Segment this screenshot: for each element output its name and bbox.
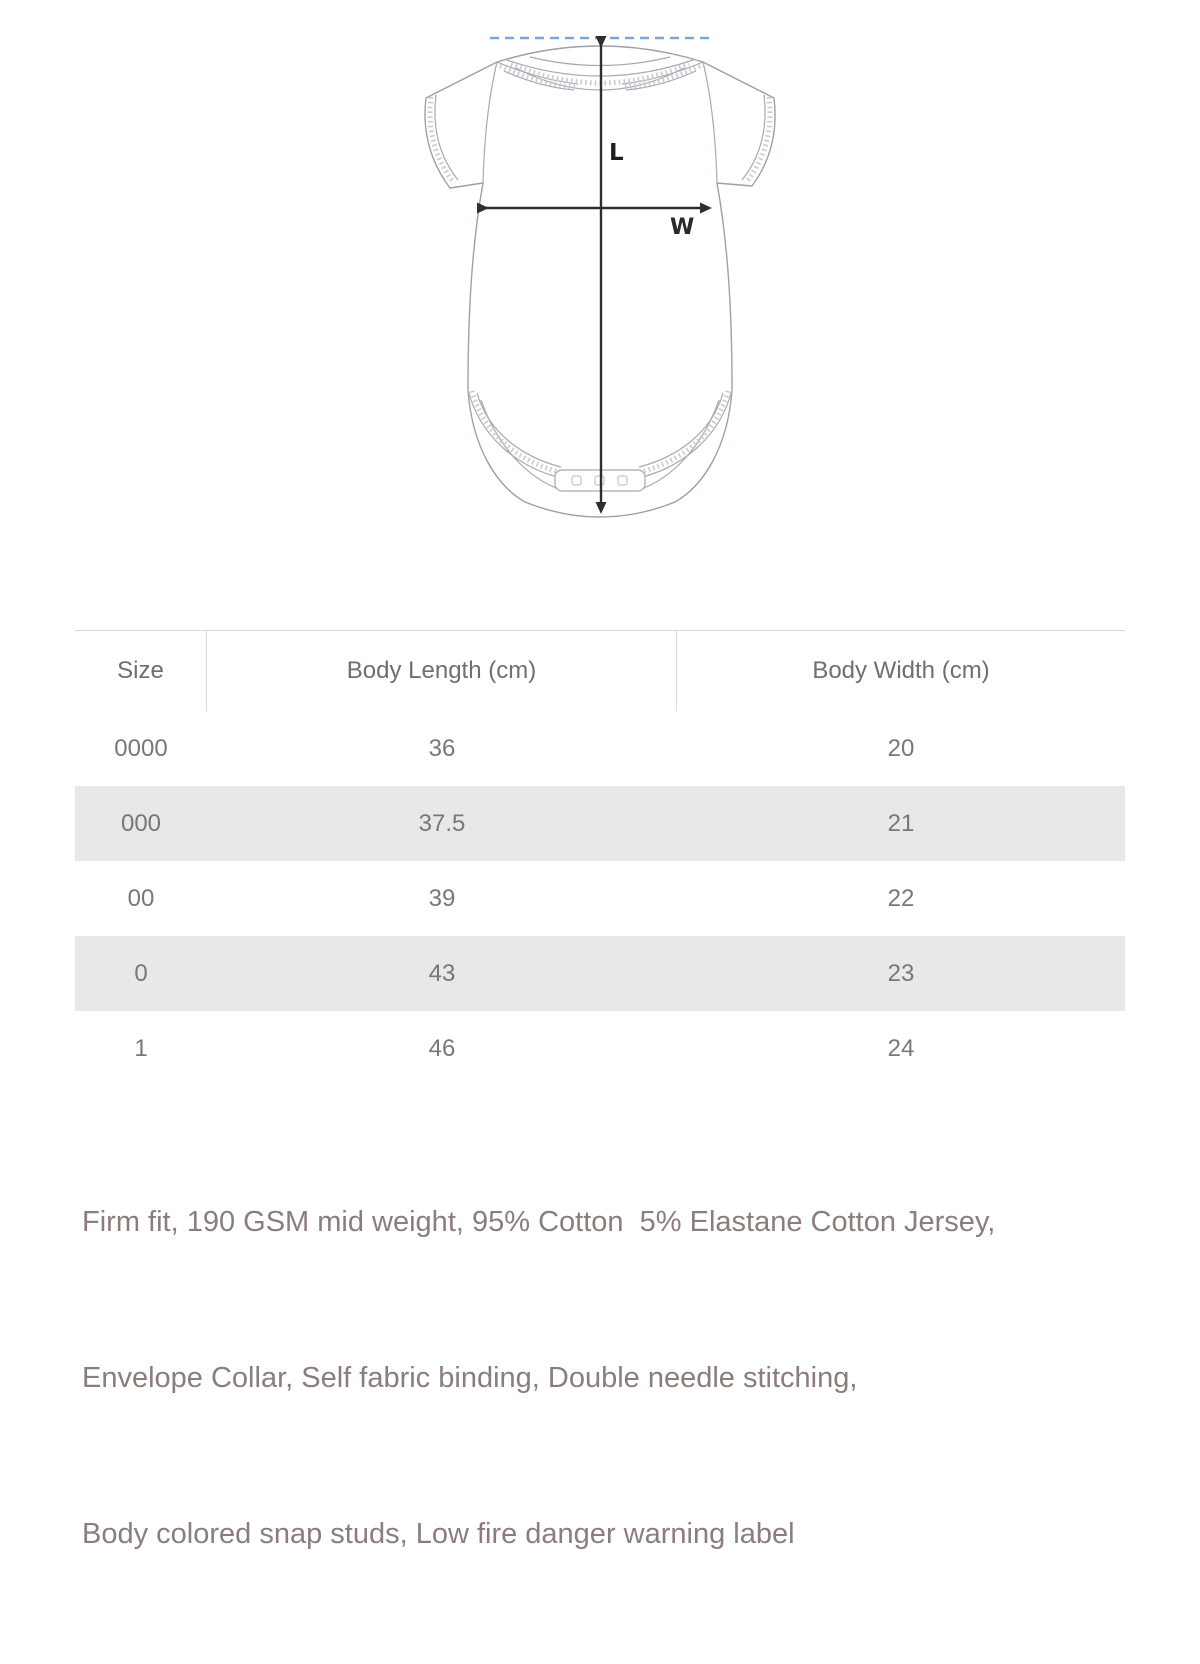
description-line: Firm fit, 190 GSM mid weight, 95% Cotton 5% Elastane Cotton Jersey,: [82, 1206, 996, 1238]
cell-body-width: 24: [887, 1034, 915, 1062]
cell-body-width: 20: [887, 734, 915, 762]
cell-body-length: 39: [428, 884, 456, 912]
cell-size: 1: [134, 1034, 148, 1062]
table-row: [75, 861, 1125, 936]
cell-size: 0: [134, 959, 148, 987]
bodysuit-diagram: [380, 0, 830, 540]
size-table: [75, 630, 1125, 1086]
table-row: [75, 1011, 1125, 1086]
cell-body-width: 23: [887, 959, 915, 987]
cell-body-width: 21: [887, 809, 915, 837]
width-label: W: [670, 215, 695, 240]
table-row: [75, 711, 1125, 786]
product-description: [82, 1092, 1162, 1664]
table-row: [75, 936, 1125, 1011]
table-header-row: [75, 631, 1125, 711]
cell-size: 00: [127, 884, 155, 912]
cell-body-length: 46: [428, 1034, 456, 1062]
description-line: Envelope Collar, Self fabric binding, Double needle stitching,: [82, 1362, 858, 1394]
bodysuit-sketch: [380, 0, 830, 540]
cell-body-length: 43: [428, 959, 456, 987]
cell-size: 000: [120, 809, 162, 837]
length-label: L: [609, 140, 624, 166]
cell-body-length: 37.5: [418, 809, 466, 837]
header-size: Size: [75, 631, 207, 711]
header-body-length: Body Length (cm): [207, 631, 677, 711]
cell-body-length: 36: [428, 734, 456, 762]
header-body-width: Body Width (cm): [812, 657, 990, 684]
table-row: [75, 786, 1125, 861]
description-line: Body colored snap studs, Low fire danger warning label: [82, 1518, 795, 1550]
cell-size: 0000: [114, 734, 168, 762]
cell-body-width: 22: [887, 884, 915, 912]
